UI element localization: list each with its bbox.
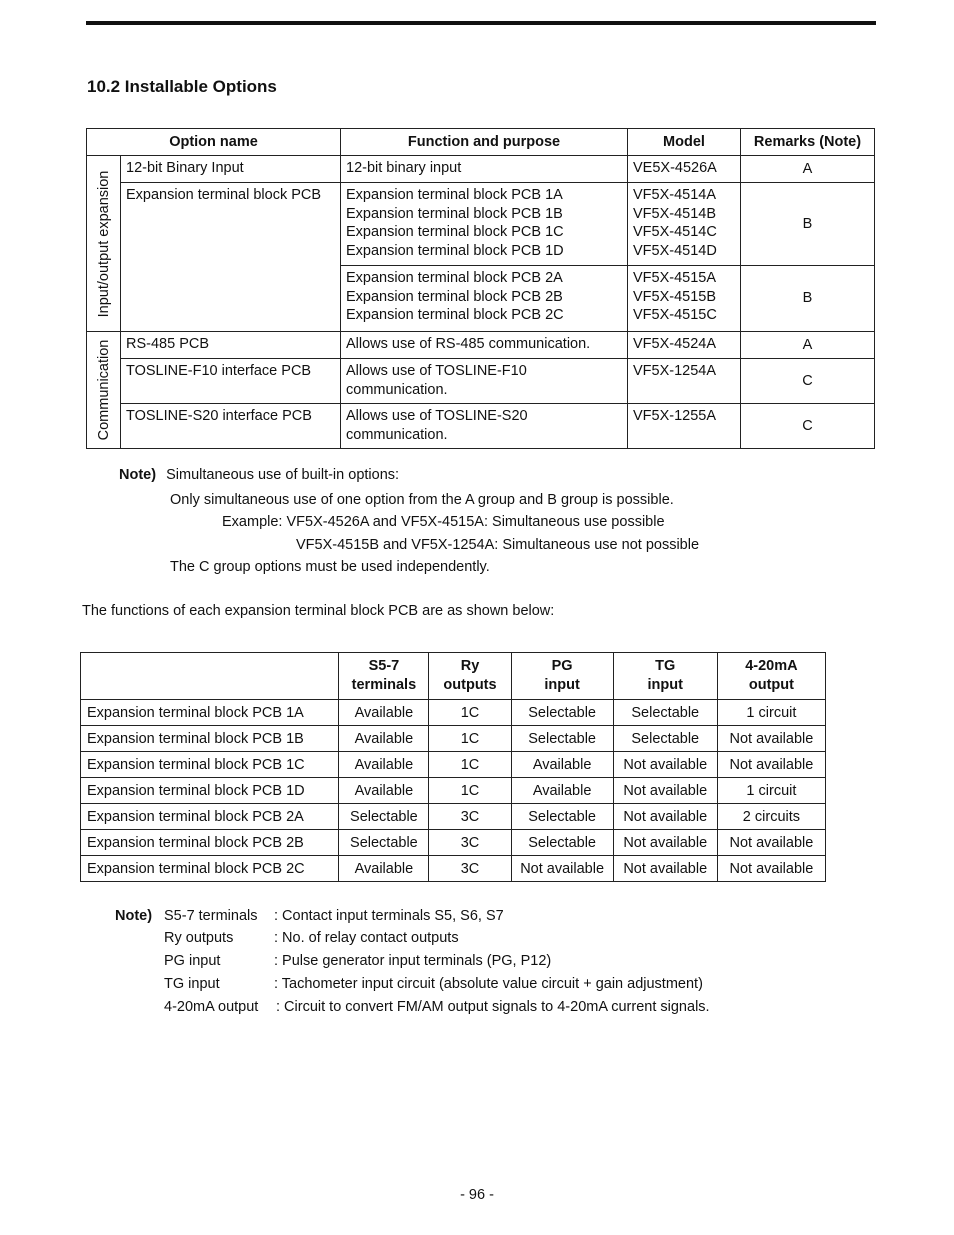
option-model: VF5X-4515A xyxy=(633,270,717,286)
header-function: Function and purpose xyxy=(341,129,628,156)
cell-4-20ma: 2 circuits xyxy=(717,804,825,830)
pcb-name: Expansion terminal block PCB 2B xyxy=(81,830,339,856)
header-tg: TG input xyxy=(613,653,717,700)
cell-ry: 1C xyxy=(429,700,511,726)
cell-4-20ma: Not available xyxy=(717,726,825,752)
option-function: 12-bit binary input xyxy=(341,156,628,183)
note1-line: VF5X-4515B and VF5X-1254A: Simultaneous use not possible xyxy=(296,537,700,553)
option-model: VF5X-4515B xyxy=(633,288,717,305)
pcb-name: Expansion terminal block PCB 1B xyxy=(81,726,339,752)
option-function: Allows use of RS-485 communication. xyxy=(341,332,628,359)
pcb-name: Expansion terminal block PCB 2A xyxy=(81,804,339,830)
option-remark: A xyxy=(741,332,875,359)
option-name: 12-bit Binary Input xyxy=(121,156,341,183)
note1-line: Only simultaneous use of one option from the A group and B group is possible. xyxy=(170,492,674,508)
note2-def: : Pulse generator input terminals (PG, P12) xyxy=(274,953,552,969)
cell-ry: 1C xyxy=(429,726,511,752)
cell-4-20ma: 1 circuit xyxy=(717,778,825,804)
header-model: Model xyxy=(628,129,741,156)
table-row xyxy=(81,726,826,752)
cell-tg: Not available xyxy=(613,856,717,882)
intro-text: The functions of each expansion terminal block PCB are as shown below: xyxy=(82,603,555,619)
option-remark: B xyxy=(741,183,875,266)
pcb-name: Expansion terminal block PCB 1D xyxy=(81,778,339,804)
note1-line: The C group options must be used independently. xyxy=(170,559,490,575)
group-label-io xyxy=(87,156,121,332)
cell-tg: Not available xyxy=(613,778,717,804)
cell-ry: 1C xyxy=(429,778,511,804)
cell-pg: Selectable xyxy=(511,726,613,752)
cell-pg: Not available xyxy=(511,856,613,882)
option-name: TOSLINE-F10 interface PCB xyxy=(121,359,341,404)
group-label-comm-text: Communication xyxy=(95,339,112,441)
option-model: VF5X-4514B xyxy=(633,205,717,222)
option-function: Expansion terminal block PCB 2C xyxy=(346,307,564,323)
cell-4-20ma: Not available xyxy=(717,830,825,856)
cell-s5-7: Selectable xyxy=(339,830,429,856)
option-function-list xyxy=(341,359,628,404)
option-function: communication. xyxy=(346,381,448,398)
cell-tg: Not available xyxy=(613,752,717,778)
note2-term: PG input xyxy=(164,953,221,969)
option-model: VF5X-1254A xyxy=(628,359,741,404)
note1-line: Example: VF5X-4526A and VF5X-4515A: Simultaneous use possible xyxy=(222,514,665,530)
pcb-name: Expansion terminal block PCB 2C xyxy=(81,856,339,882)
cell-tg: Selectable xyxy=(613,700,717,726)
cell-pg: Available xyxy=(511,752,613,778)
cell-pg: Selectable xyxy=(511,700,613,726)
cell-s5-7: Available xyxy=(339,778,429,804)
header-4-20ma: 4-20mA output xyxy=(717,653,825,700)
cell-pg: Selectable xyxy=(511,830,613,856)
table-row xyxy=(81,752,826,778)
table-row xyxy=(87,332,875,359)
table-row xyxy=(81,700,826,726)
note2-def: : No. of relay contact outputs xyxy=(274,930,459,946)
option-function: Expansion terminal block PCB 1A xyxy=(346,187,563,203)
header-pg: PG input xyxy=(511,653,613,700)
option-model: VF5X-1255A xyxy=(628,404,741,449)
cell-s5-7: Available xyxy=(339,726,429,752)
table-row xyxy=(81,804,826,830)
note1-label: Note) xyxy=(119,467,157,483)
header-option-name: Option name xyxy=(87,129,341,156)
note2-label-row xyxy=(115,908,152,924)
table-row xyxy=(81,778,826,804)
pcb-name: Expansion terminal block PCB 1C xyxy=(81,752,339,778)
option-model: VF5X-4514D xyxy=(633,242,717,259)
header-remarks: Remarks (Note) xyxy=(741,129,875,156)
header-s5-7: S5-7 terminals xyxy=(339,653,429,700)
option-name: RS-485 PCB xyxy=(121,332,341,359)
note2-def: : Circuit to convert FM/AM output signals to 4-20mA current signals. xyxy=(276,999,710,1015)
note1-label-line xyxy=(119,467,399,483)
top-rule xyxy=(86,21,876,25)
cell-4-20ma: 1 circuit xyxy=(717,700,825,726)
option-model-list xyxy=(628,266,741,332)
section-title: 10.2 Installable Options xyxy=(87,77,277,96)
option-name: Expansion terminal block PCB xyxy=(121,183,341,332)
cell-s5-7: Available xyxy=(339,752,429,778)
cell-tg: Selectable xyxy=(613,726,717,752)
cell-s5-7: Selectable xyxy=(339,804,429,830)
option-function-list xyxy=(341,404,628,449)
header-blank xyxy=(81,653,339,700)
cell-ry: 3C xyxy=(429,804,511,830)
table-row xyxy=(81,856,826,882)
group-label-comm xyxy=(87,332,121,449)
options-table xyxy=(86,128,875,449)
option-model: VF5X-4514A xyxy=(633,187,717,203)
note2-label: Note) xyxy=(115,908,153,924)
option-model: VF5X-4524A xyxy=(628,332,741,359)
cell-pg: Selectable xyxy=(511,804,613,830)
note2-term: 4-20mA output xyxy=(164,999,259,1015)
group-label-io-text: Input/output expansion xyxy=(95,170,112,317)
option-model: VF5X-4515C xyxy=(633,307,717,323)
cell-ry: 3C xyxy=(429,830,511,856)
cell-4-20ma: Not available xyxy=(717,752,825,778)
option-function: Expansion terminal block PCB 2A xyxy=(346,270,563,286)
option-remark: A xyxy=(741,156,875,183)
header-ry: Ry outputs xyxy=(429,653,511,700)
pcb-name: Expansion terminal block PCB 1A xyxy=(81,700,339,726)
cell-s5-7: Available xyxy=(339,700,429,726)
cell-ry: 3C xyxy=(429,856,511,882)
option-function: Expansion terminal block PCB 2B xyxy=(346,288,563,305)
option-model-list xyxy=(628,183,741,266)
option-function: communication. xyxy=(346,426,448,443)
option-function: Expansion terminal block PCB 1B xyxy=(346,205,563,222)
option-function: Allows use of TOSLINE-F10 xyxy=(346,363,527,379)
note2-def: : Contact input terminals S5, S6, S7 xyxy=(274,908,504,924)
option-function: Expansion terminal block PCB 1C xyxy=(346,224,564,240)
table-row xyxy=(87,183,875,266)
cell-4-20ma: Not available xyxy=(717,856,825,882)
cell-pg: Available xyxy=(511,778,613,804)
cell-tg: Not available xyxy=(613,804,717,830)
option-name: TOSLINE-S20 interface PCB xyxy=(121,404,341,449)
option-function-list xyxy=(341,183,628,266)
note2-term: TG input xyxy=(164,976,220,992)
pcb-function-table xyxy=(80,652,826,882)
option-model: VE5X-4526A xyxy=(628,156,741,183)
page-number: - 96 - xyxy=(460,1187,494,1203)
pcb-header-row xyxy=(81,653,826,700)
table-row xyxy=(87,156,875,183)
note2-term: S5-7 terminals xyxy=(164,908,258,924)
option-function: Expansion terminal block PCB 1D xyxy=(346,242,564,259)
table-row xyxy=(87,404,875,449)
option-model: VF5X-4514C xyxy=(633,224,717,240)
cell-tg: Not available xyxy=(613,830,717,856)
note2-def: : Tachometer input circuit (absolute value circuit + gain adjustment) xyxy=(274,976,703,992)
option-function-list xyxy=(341,266,628,332)
cell-s5-7: Available xyxy=(339,856,429,882)
option-remark: B xyxy=(741,266,875,332)
option-remark: C xyxy=(741,359,875,404)
note2-term: Ry outputs xyxy=(164,930,234,946)
option-function: Allows use of TOSLINE-S20 xyxy=(346,408,528,424)
option-remark: C xyxy=(741,404,875,449)
table-row xyxy=(81,830,826,856)
note1-line: Simultaneous use of built-in options: xyxy=(166,467,400,483)
options-header-row xyxy=(87,129,875,156)
table-row xyxy=(87,359,875,404)
cell-ry: 1C xyxy=(429,752,511,778)
